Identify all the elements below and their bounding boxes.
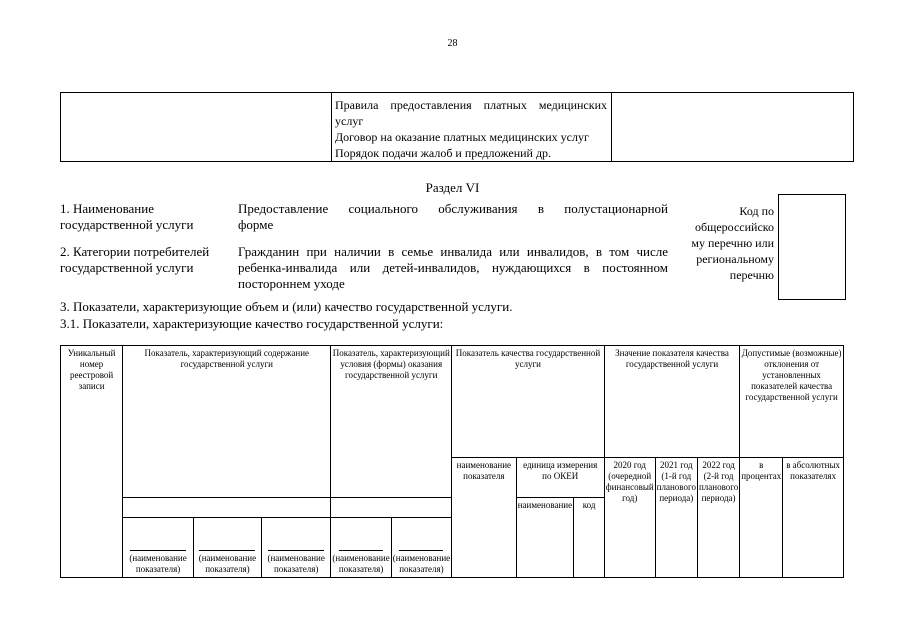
conditions-indicator-name-1: (наименование показателя) [331,518,391,578]
header-quality-name: наименование показателя [452,458,516,578]
header-year-2021: 2021 год (1-й год планового периода) [655,458,697,578]
quality-title: 3.1. Показатели, характеризующие качество государственной услуги: [60,316,444,331]
info-line: услуг [335,114,364,128]
content-indicator-name-1: (наименование показателя) [123,518,194,578]
header-allowed-deviation: Допустимые (возможные) отклонения от установленных показателей качества государственной услуги [740,346,844,458]
content-spacer [123,498,331,518]
content-indicator-name-3: (наименование показателя) [261,518,330,578]
consumer-category-label: 2. Категории потребителей государственной услуги [60,244,210,275]
consumer-category-value: Гражданин при наличии в семье инвалида или инвалидов, в том числе ребенка-инвалида или детей-инвалидов, нуждающихся в постоянном постороннем уходе [238,244,668,291]
header-year-2022: 2022 год (2-й год планового периода) [697,458,739,578]
service-name-value: Предоставление социального обслуживания в полустационарной форме [238,201,668,232]
header-content-indicator: Показатель, характеризующий содержание государственной услуги [123,346,331,498]
page-number: 28 [447,38,458,49]
continuation-cell-left [61,93,332,162]
conditions-indicator-name-2: (наименование показателя) [391,518,451,578]
header-indicator-value: Значение показателя качества государственной услуги [604,346,739,458]
continuation-cell-content [332,93,612,162]
code-label: Код по общероссийско му перечню или региональному перечню [691,204,774,282]
quality-indicators-table [60,345,844,578]
header-deviation-absolute: в абсолютных показателях [783,458,844,578]
code-box [778,194,846,300]
header-unique-number: Уникальный номер реестровой записи [61,346,123,578]
header-okei-unit: единица измерения по ОКЕИ [516,458,604,498]
service-name-label: 1. Наименование государственной услуги [60,201,194,232]
section-title: Раздел VI [425,180,480,195]
content-indicator-name-2: (наименование показателя) [193,518,261,578]
header-deviation-percent: в процентах [740,458,783,578]
header-quality-indicator: Показатель качества государственной услуги [452,346,605,458]
header-unit-name: наименование [516,498,574,578]
indicators-title: 3. Показатели, характеризующие объем и (или) качество государственной услуги. [60,299,513,314]
continuation-cell-right [612,93,854,162]
info-line: Договор на оказание платных медицинских услуг [335,130,589,144]
header-unit-code: код [574,498,604,578]
info-line: Порядок подачи жалоб и предложений др. [335,146,552,160]
continuation-table [60,92,854,162]
conditions-spacer [331,498,452,518]
header-year-2020: 2020 год (очередной финансовый год) [604,458,655,578]
info-line: Правила предоставления платных медицинских [335,98,607,112]
header-conditions-indicator: Показатель, характеризующий условия (формы) оказания государственной услуги [331,346,452,498]
